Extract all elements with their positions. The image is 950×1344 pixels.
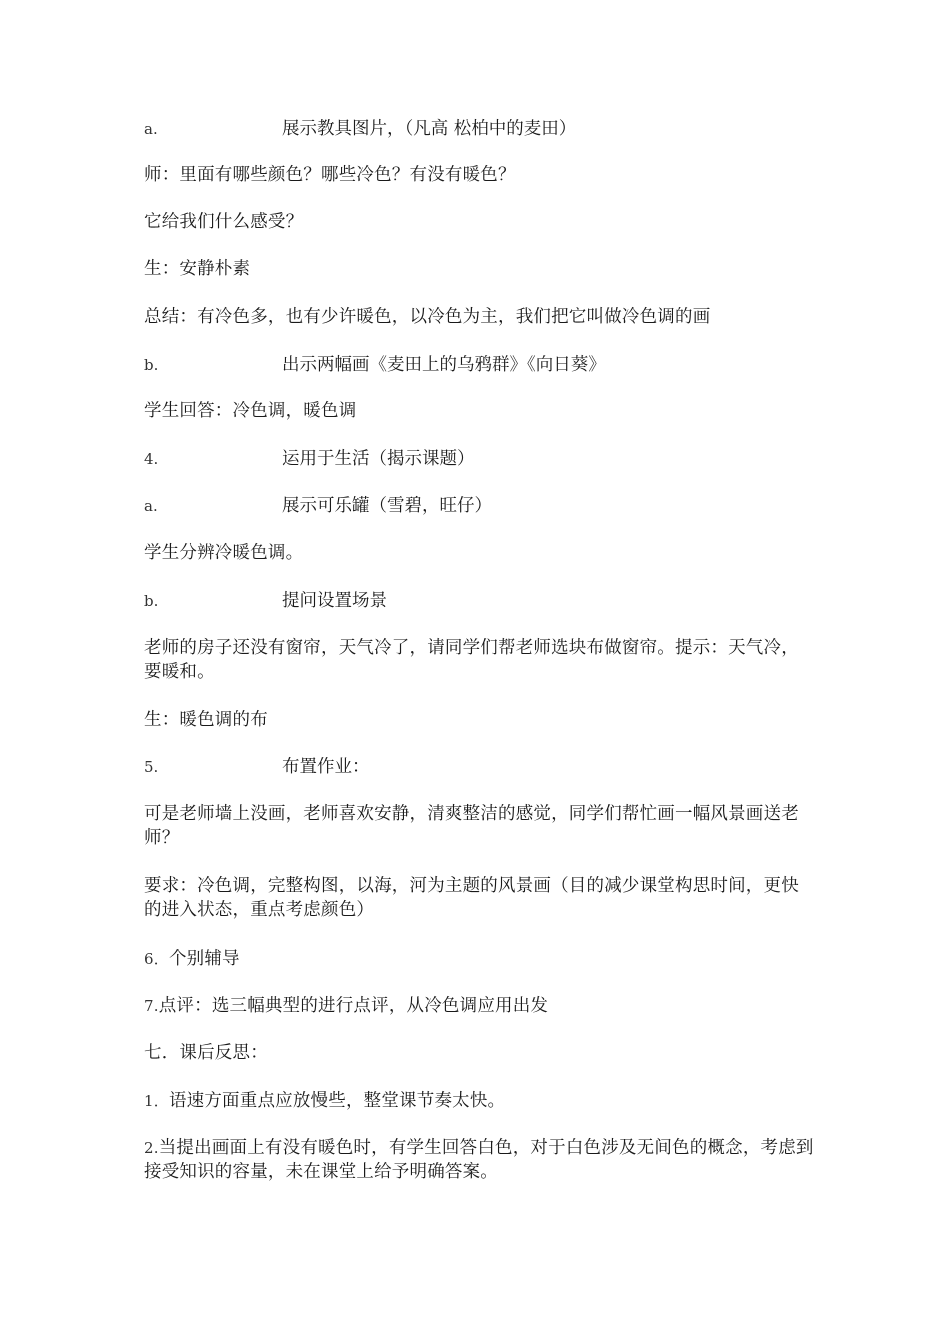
paragraph: 学生回答：冷色调，暖色调 [144,401,357,421]
paragraph: 可是老师墙上没画，老师喜欢安静，清爽整洁的感觉，同学们帮忙画一幅风景画送老师？ [144,804,799,848]
list-text: 布置作业： [282,757,370,777]
item-number: 7. [144,997,159,1015]
list-marker: a. [144,497,158,515]
list-text: 展示可乐罐（雪碧，旺仔） [282,496,492,516]
list-text: 运用于生活（揭示课题） [282,449,475,469]
paragraph-text: 语速方面重点应放慢些，整堂课节奏太快。 [168,1091,506,1111]
item-number: 2. [144,1139,159,1157]
list-text: 出示两幅画《麦田上的乌鸦群》《向日葵》 [282,355,606,375]
item-number: 6． [144,950,169,968]
paragraph: 它给我们什么感受？ [144,212,304,232]
paragraph: 生：安静朴素 [144,259,251,279]
paragraph [144,947,816,971]
paragraph: 生：暖色调的布 [144,710,268,730]
list-marker: a. [144,120,158,138]
paragraph: 老师的房子还没有窗帘，天气冷了，请同学们帮老师选块布做窗帘。提示：天气冷，要暖和。 [144,638,799,682]
paragraph-text: 个别辅导 [168,949,240,969]
paragraph [144,994,816,1018]
paragraph-text: 当提出画面上有没有暖色时，有学生回答白色，对于白色涉及无间色的概念，考虑到接受知识的容量，未在课堂上给予明确答案。 [144,1138,814,1182]
list-text: 展示教具图片，（凡高 松柏中的麦田） [282,119,577,139]
paragraph [144,1089,816,1113]
section-heading: 七．课后反思： [144,1043,268,1063]
paragraph: 要求：冷色调，完整构图，以海，河为主题的风景画（目的减少课堂构思时间，更快的进入状态，重点考虑颜色） [144,876,799,920]
list-marker: b. [144,356,159,374]
list-text: 提问设置场景 [282,591,387,611]
list-marker: 5. [144,758,159,776]
paragraph [144,1136,816,1184]
list-marker: b. [144,592,159,610]
item-number: 1． [144,1092,169,1110]
paragraph-text: 点评：选三幅典型的进行点评，从冷色调应用出发 [158,996,549,1016]
paragraph: 学生分辨冷暖色调。 [144,543,304,563]
list-marker: 4. [144,450,159,468]
paragraph: 总结：有冷色多，也有少许暖色，以冷色为主，我们把它叫做冷色调的画 [144,307,711,327]
paragraph: 师：里面有哪些颜色？哪些冷色？有没有暖色？ [144,165,516,185]
